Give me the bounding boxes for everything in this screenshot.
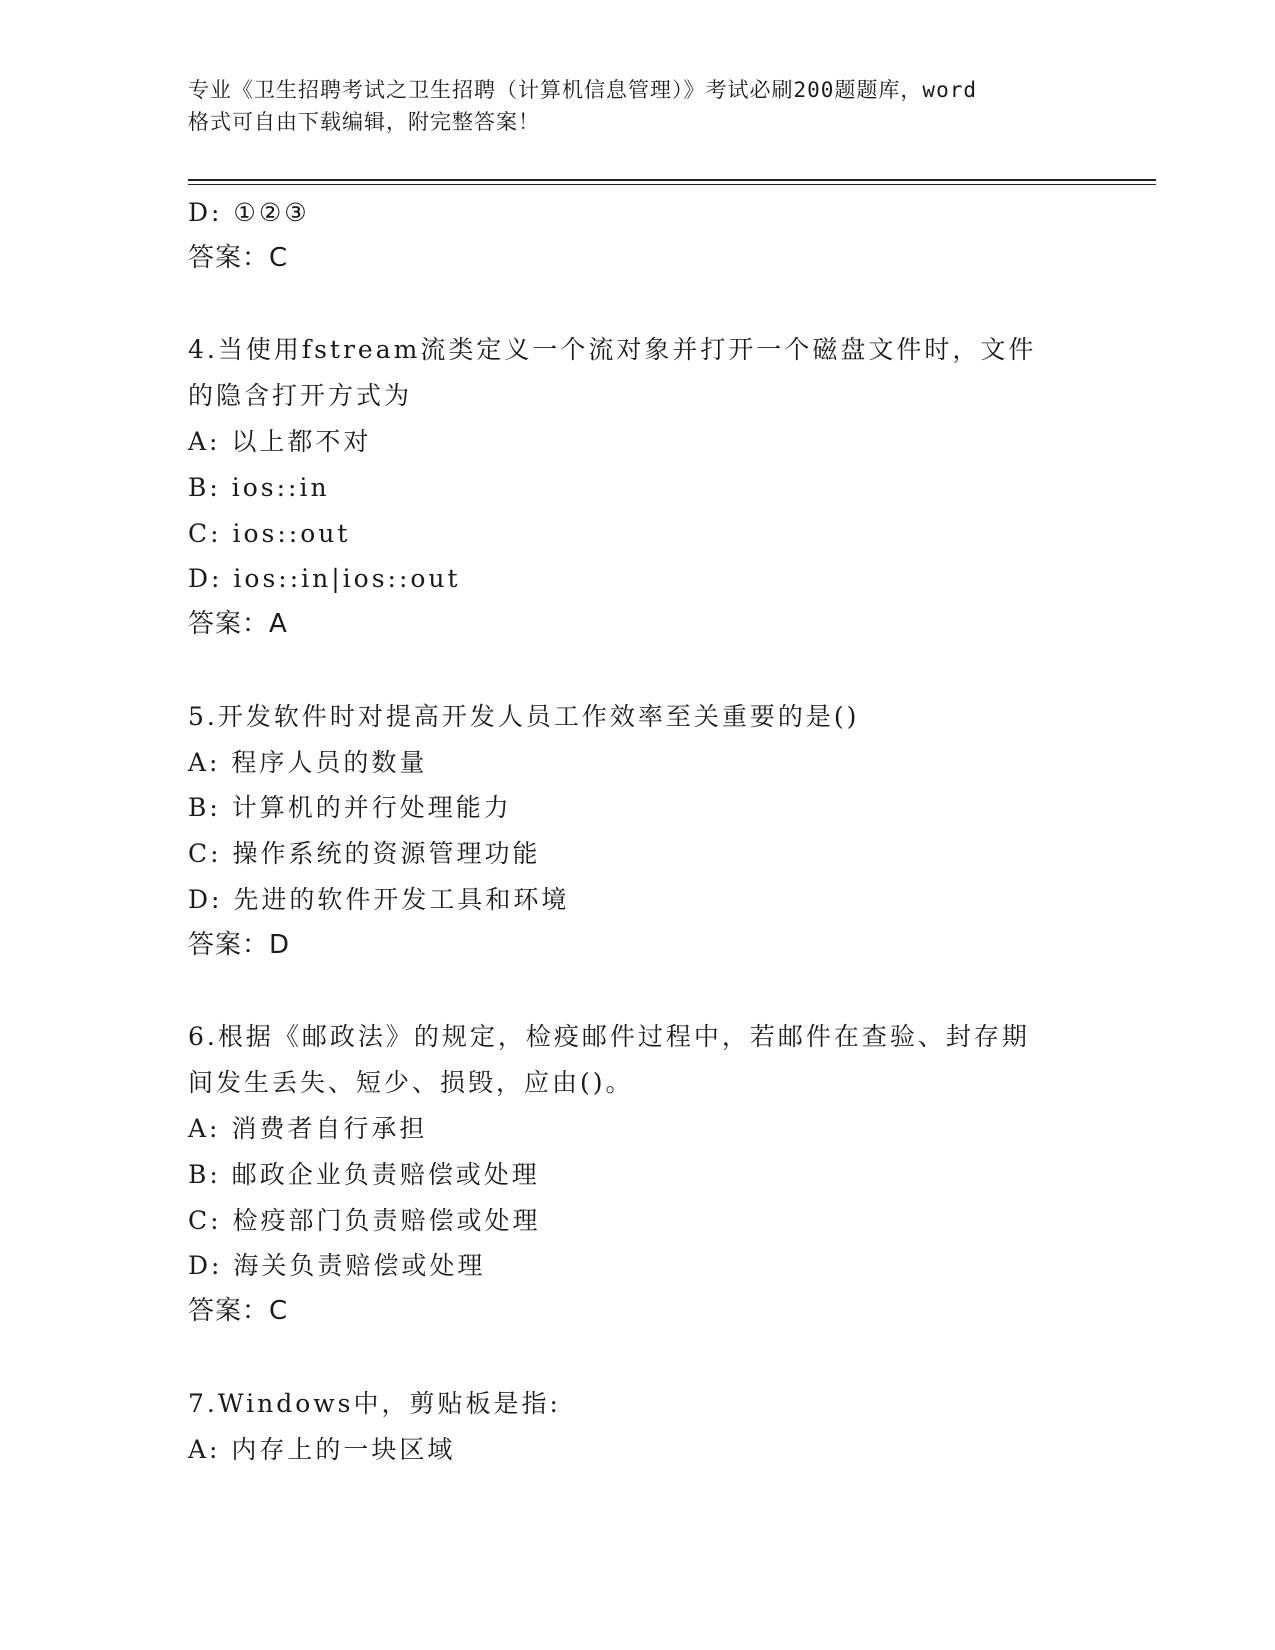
question-stem: 6.根据《邮政法》的规定，检疫邮件过程中，若邮件在查验、封存期 — [188, 1022, 1030, 1052]
spacer — [188, 282, 1088, 328]
option-a: A: 内存上的一块区域 — [188, 1434, 456, 1464]
option-b: B: 计算机的并行处理能力 — [188, 793, 512, 823]
question-stem-continued: 间发生丢失、短少、损毁，应由()。 — [188, 1068, 634, 1098]
header-title-line-2: 格式可自由下载编辑，附完整答案！ — [188, 110, 540, 134]
question-stem: 7.Windows中，剪贴板是指: — [188, 1388, 561, 1418]
header-divider-thin — [188, 184, 1156, 185]
option-c: C: 操作系统的资源管理功能 — [188, 839, 541, 869]
spacer — [188, 648, 1088, 694]
spacer — [188, 969, 1088, 1015]
option-b: B: ios::in — [188, 472, 330, 502]
document-header — [188, 74, 1088, 138]
answer: 答案：D — [188, 929, 291, 960]
question-stem: 4.当使用fstream流类定义一个流对象并打开一个磁盘文件时，文件 — [188, 335, 1037, 365]
question-4 — [188, 327, 1088, 648]
option-d: D: 海关负责赔偿或处理 — [188, 1251, 486, 1281]
question-6 — [188, 1014, 1088, 1335]
question-stem-continued: 的隐含打开方式为 — [188, 381, 413, 411]
header-divider-thick — [188, 179, 1156, 181]
answer: 答案：C — [188, 1296, 289, 1327]
option-b: B: 邮政企业负责赔偿或处理 — [188, 1159, 540, 1189]
option-a: A: 程序人员的数量 — [188, 747, 428, 777]
question-7 — [188, 1381, 1088, 1473]
question-stem: 5.开发软件时对提高开发人员工作效率至关重要的是() — [188, 701, 860, 731]
question-list — [188, 190, 1088, 1472]
option-a: A: 消费者自行承担 — [188, 1113, 428, 1143]
option-c: C: 检疫部门负责赔偿或处理 — [188, 1205, 541, 1235]
option-d: D: 先进的软件开发工具和环境 — [188, 884, 570, 914]
option-d: D: ios::in|ios::out — [188, 564, 461, 594]
prev-option-d: D: ①②③ — [188, 198, 310, 227]
spacer — [188, 1335, 1088, 1381]
answer: 答案：A — [188, 609, 288, 640]
option-c: C: ios::out — [188, 518, 351, 548]
prev-answer: 答案：C — [188, 242, 289, 273]
header-title-line-1: 专业《卫生招聘考试之卫生招聘（计算机信息管理）》考试必刷200题题库，word — [188, 78, 977, 102]
option-a: A: 以上都不对 — [188, 426, 372, 456]
question-5 — [188, 694, 1088, 969]
